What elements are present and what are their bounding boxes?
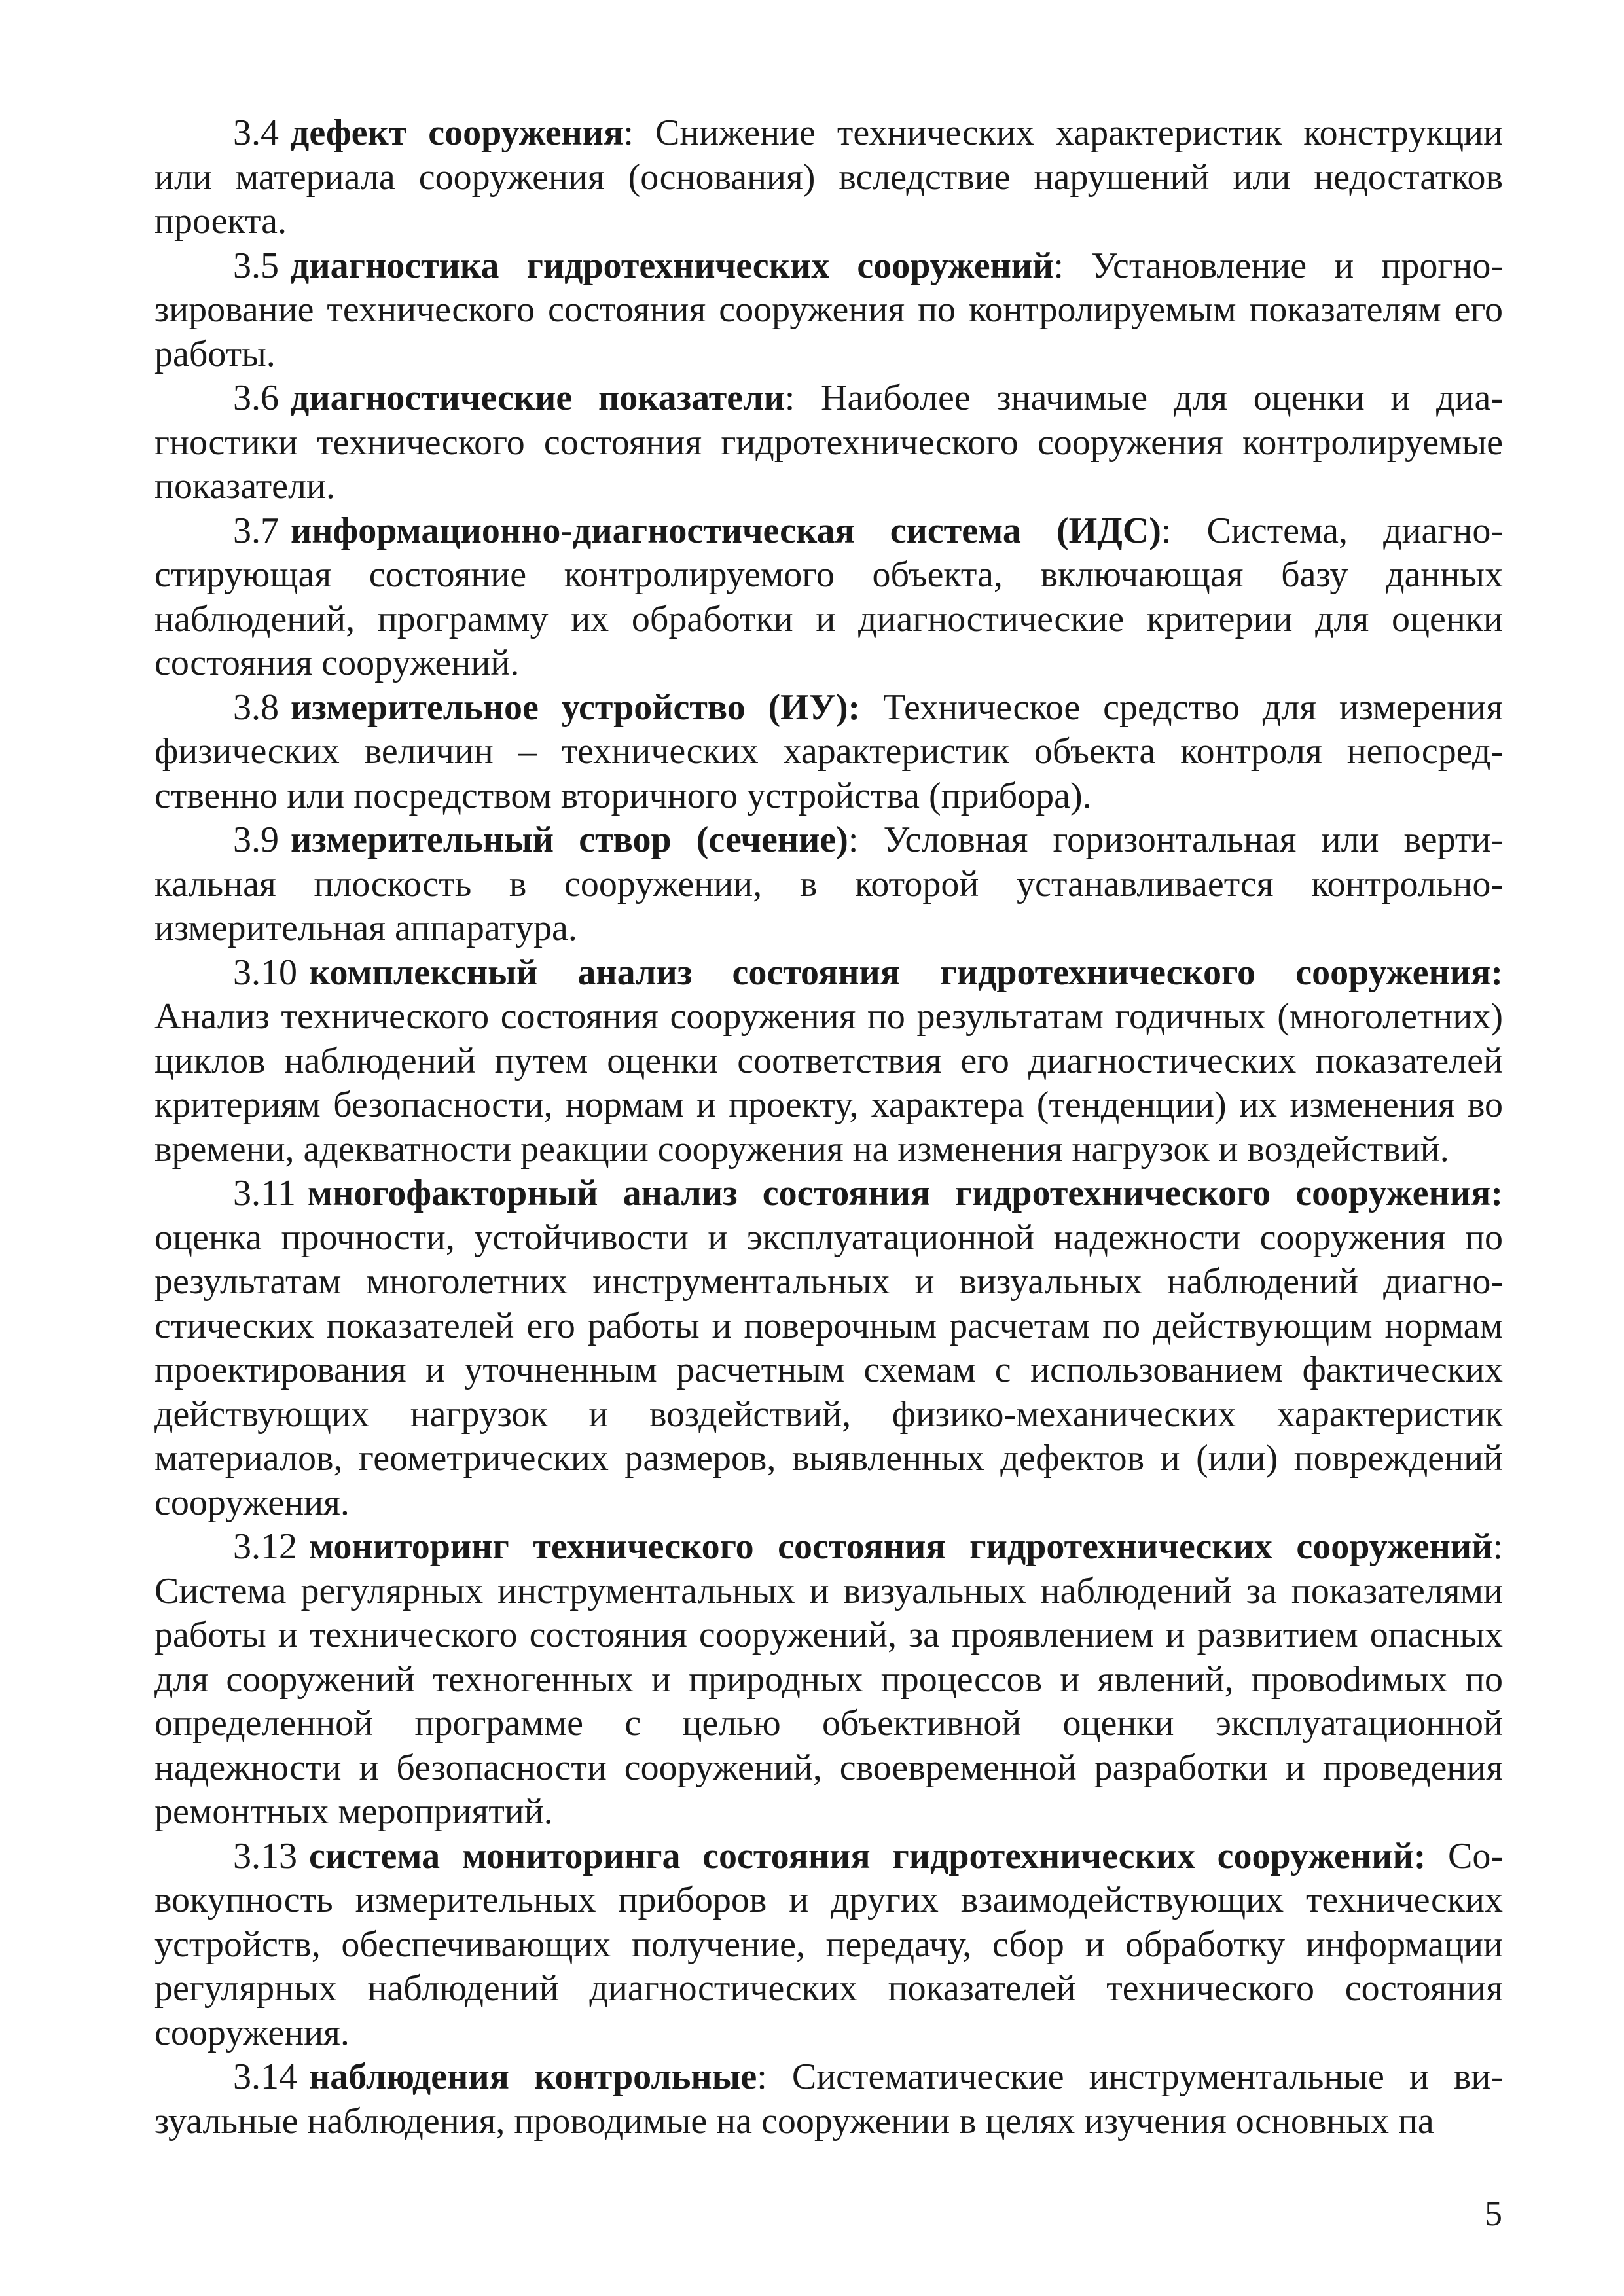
term: диагностические показатели [291, 378, 785, 418]
definition-text: Совокупность измерительных приборов и других взаимодействующих технических устройств, обеспечивающих получение, передачу, сбор и обработку информации регулярных наблюдений диагностических показателей технического состояния сооружения. [154, 1835, 1503, 2053]
definition-text: : Систематические инструментальные и визуальные наблюдения, проводимые на сооружении в целях изучения основных па [154, 2056, 1503, 2142]
clause-number: 3.12 [233, 1526, 297, 1567]
definition-text: оценка прочности, устойчивости и эксплуатационной надежности сооружения по результатам многолетних инструментальных и визуальных наблюдений диагностических показателей его работы и поверочным расчетам по действующим нормам проектирования и уточненным расчетным схемам с использованием фактических действующих нагрузок и воздействий, физико-механических характеристик материалов, геометрических размеров, выявленных дефектов и (или) повреждений сооружения. [154, 1217, 1503, 1523]
term: информационно-диагностическая система (ИДС) [291, 510, 1161, 551]
definition-text: Анализ технического состояния сооружения по результатам годичных (многолетних) циклов наблюдений путем оценки соответствия его диагностических показателей критериям безопасности, нормам и проекту, характера (тенденции) их изменения во времени, адекватности реакции сооружения на изменения нагрузок и воздействий. [154, 996, 1503, 1170]
clause-number: 3.10 [233, 952, 297, 993]
definition-3-6 [154, 376, 1503, 509]
term: дефект сооружения [291, 113, 624, 153]
term: система мониторинга состояния гидротехнических сооружений: [309, 1835, 1426, 1876]
definition-text: : Установление и прогнозирование технического состояния сооружения по контролируемым показателям его работы. [154, 245, 1503, 374]
definition-3-13 [154, 1835, 1503, 2056]
definition-text: : Снижение технических характеристик конструкции или материала сооружения (основания) вследствие нарушений или недостатков проекта. [154, 113, 1503, 242]
term: наблюдения контрольные [309, 2056, 757, 2097]
term: комплексный анализ состояния гидротехнического сооружения: [309, 952, 1503, 993]
clause-number: 3.9 [233, 819, 279, 860]
clause-number: 3.7 [233, 510, 279, 551]
clause-number: 3.4 [233, 113, 279, 153]
definition-3-9 [154, 818, 1503, 951]
definition-text: : Наиболее значимые для оценки и диагностики технического состояния гидротехнического сооружения контролируемые показатели. [154, 378, 1503, 507]
clause-number: 3.13 [233, 1835, 297, 1876]
definition-3-14 [154, 2055, 1503, 2144]
document-page [154, 111, 1503, 2144]
term: мониторинг технического состояния гидротехнических сооружений [309, 1526, 1493, 1567]
definition-3-7 [154, 509, 1503, 686]
term: многофакторный анализ состояния гидротехнического сооружения: [307, 1173, 1503, 1213]
definition-3-12 [154, 1525, 1503, 1835]
clause-number: 3.5 [233, 245, 279, 286]
page-number: 5 [1485, 2194, 1502, 2233]
term: измерительный створ (сечение) [291, 819, 848, 860]
definition-3-4 [154, 111, 1503, 244]
clause-number: 3.14 [233, 2056, 297, 2097]
definition-3-5 [154, 244, 1503, 377]
definition-text: Техническое средство для измерения физических величин – технических характеристик объекта контроля непосредственно или посредством вторичного устройства (прибора). [154, 687, 1503, 816]
definition-text: : Система регулярных инструментальных и визуальных наблюдений за показателями работы и технического состояния сооружений, за проявлением и развитием опасных для сооружений техногенных и природных процессов и явлений, провоdимых по определенной программе с целью объективной оценки эксплуатационной надежности и безопасности сооружений, своевременной разработки и проведения ремонтных мероприятий. [154, 1526, 1503, 1832]
clause-number: 3.11 [233, 1173, 296, 1213]
term: измерительное устройство (ИУ): [291, 687, 861, 728]
definition-text: : Условная горизонтальная или вертикальная плоскость в сооружении, в которой устанавливается контрольно-измерительная аппаратура. [154, 819, 1503, 948]
definition-3-10 [154, 951, 1503, 1172]
clause-number: 3.6 [233, 378, 279, 418]
definition-text: : Система, диагностирующая состояние контролируемого объекта, включающая базу данных наблюдений, программу их обработки и диагностические критерии для оценки состояния сооружений. [154, 510, 1503, 683]
definition-3-11 [154, 1172, 1503, 1525]
clause-number: 3.8 [233, 687, 279, 728]
term: диагностика гидротехнических сооружений [291, 245, 1054, 286]
definition-3-8 [154, 686, 1503, 819]
